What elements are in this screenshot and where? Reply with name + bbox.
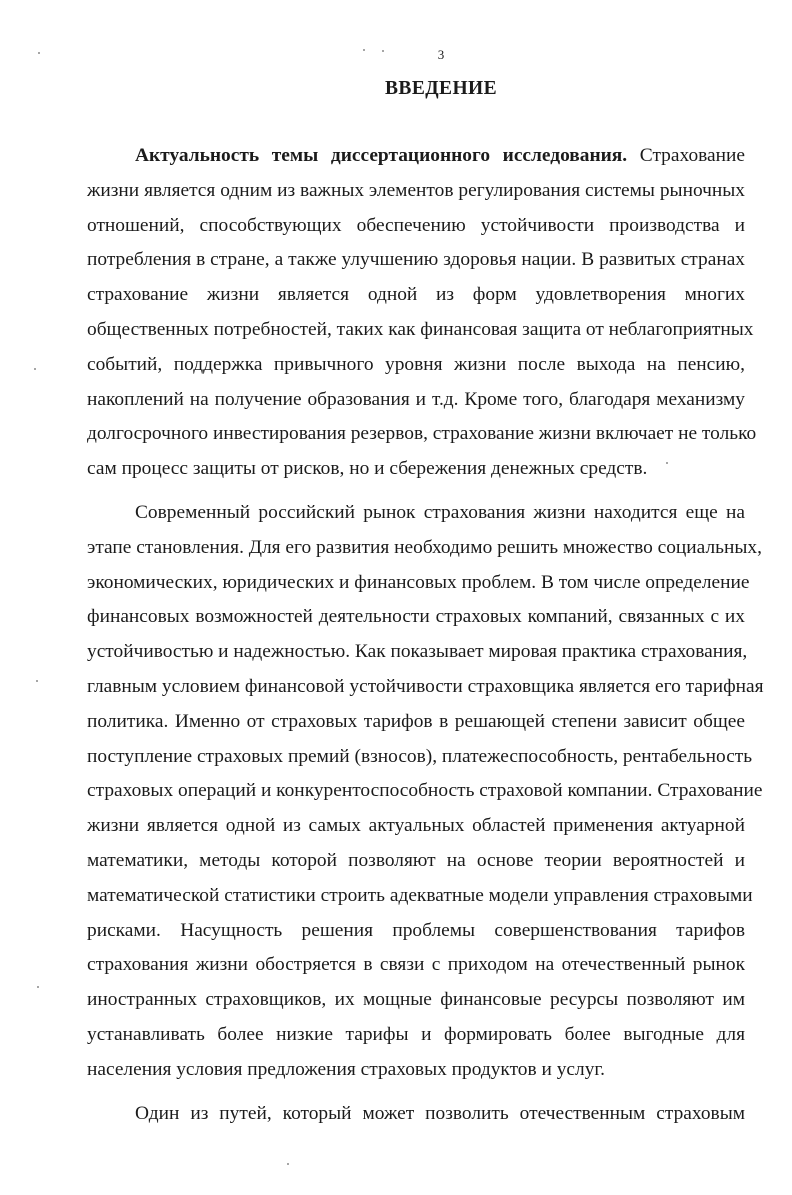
text-line: устанавливать более низкие тарифы и формировать более выгодные для — [87, 1023, 745, 1045]
text-line: иностранных страховщиков, их мощные финансовые ресурсы позволяют им — [87, 989, 745, 1011]
text-line: Один из путей, который может позволить отечественным страховым — [135, 1102, 745, 1124]
text-line: страховых операций и конкурентоспособность страховой компании. Страхование — [87, 780, 763, 802]
text-line: населения условия предложения страховых продуктов и услуг. — [87, 1058, 606, 1080]
text-line: сам процесс защиты от рисков, но и сбережения денежных средств. — [87, 458, 648, 480]
text-line: рисками. Насущность решения проблемы совершенствования тарифов — [87, 919, 745, 941]
text-line: Актуальность темы диссертационного исследования. Страхование — [135, 145, 746, 166]
text-line: отношений, способствующих обеспечению устойчивости производства и — [87, 214, 745, 236]
text-line: событий, поддержка привычного уровня жизни после выхода на пенсию, — [87, 353, 745, 375]
text-line: финансовых возможностей деятельности страховых компаний, связанных с их — [87, 606, 745, 628]
text-line: страхования жизни обостряется в связи с приходом на отечественный рынок — [87, 954, 745, 976]
text-line: главным условием финансовой устойчивости страховщика является его тарифная — [87, 675, 764, 697]
text-line: жизни является одним из важных элементов регулирования системы рыночных — [87, 179, 745, 201]
scan-speck — [37, 986, 39, 988]
text-line: общественных потребностей, таких как финансовая защита от неблагоприятных — [87, 318, 754, 340]
body-text — [87, 139, 764, 1131]
scan-speck — [287, 1163, 289, 1165]
paragraph — [87, 1097, 745, 1132]
page-number: 3 — [437, 47, 445, 62]
text-line: политика. Именно от страховых тарифов в решающей степени зависит общее — [87, 710, 745, 732]
text-line: потребления в стране, а также улучшению здоровья нации. В развитых странах — [87, 249, 745, 271]
text-line: накоплений на получение образования и т.д. Кроме того, благодаря механизму — [87, 388, 745, 410]
text-line: страхование жизни является одной из форм удовлетворения многих — [87, 284, 745, 306]
scan-speck — [34, 368, 36, 370]
text-line: устойчивостью и надежностью. Как показывает мировая практика страхования, — [87, 641, 748, 663]
paragraph — [87, 496, 764, 1088]
text-line: Современный российский рынок страхования жизни находится еще на — [135, 501, 745, 523]
text-line: экономических, юридических и финансовых проблем. В том числе определение — [87, 571, 750, 593]
text-line: долгосрочного инвестирования резервов, страхование жизни включает не только — [87, 423, 757, 445]
paragraph — [87, 139, 757, 487]
text-line: жизни является одной из самых актуальных областей применения актуарной — [87, 815, 745, 837]
text-line: этапе становления. Для его развития необходимо решить множество социальных, — [87, 536, 762, 558]
text-line: математической статистики строить адекватные модели управления страховыми — [87, 884, 753, 906]
text-line: поступление страховых премий (взносов), платежеспособность, рентабельность — [87, 745, 753, 767]
page-title: ВВЕДЕНИЕ — [385, 78, 497, 99]
text-line: математики, методы которой позволяют на основе теории вероятностей и — [87, 849, 745, 871]
scan-speck — [36, 680, 38, 682]
lead-heading: Актуальность темы диссертационного исследования. — [135, 145, 628, 166]
